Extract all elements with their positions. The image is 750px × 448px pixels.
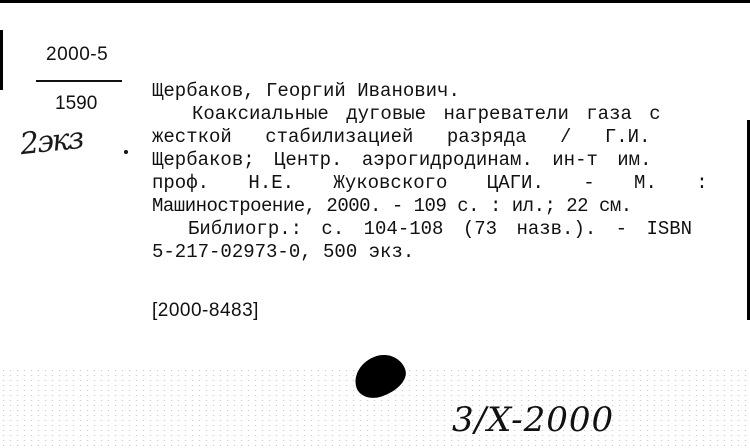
bibliography-line: Библиогр.: с. 104-108 (73 назв.). - ISBN [188, 218, 693, 240]
accession-number: [2000-8483] [152, 300, 259, 321]
author-heading: Щербаков, Георгий Иванович. [152, 80, 460, 102]
handwritten-dot [124, 150, 128, 154]
shelf-divider [36, 80, 122, 82]
isbn-line: 5-217-02973-0, 500 экз. [152, 241, 415, 263]
title-line-2: жесткой стабилизацией разряда / Г.И. [152, 126, 651, 148]
responsibility-line: Щербаков; Центр. аэрогидродинам. ин-т им. [152, 149, 652, 171]
handwritten-copies-note: 2экз [18, 120, 84, 163]
publisher-line-1: проф. Н.Е. Жуковского ЦАГИ. - М. : [152, 172, 708, 194]
card-top-edge [0, 0, 750, 3]
card-left-edge [0, 30, 3, 90]
title-line-1: Коаксиальные дуговые нагреватели газа с [192, 103, 661, 125]
inventory-number: 1590 [55, 93, 98, 114]
shelf-mark: 2000-5 [46, 44, 109, 65]
publisher-line-2: Машиностроение, 2000. - 109 с. : ил.; 22 см. [152, 195, 632, 217]
handwritten-date-stamp: 3/X-2000 [452, 400, 615, 440]
